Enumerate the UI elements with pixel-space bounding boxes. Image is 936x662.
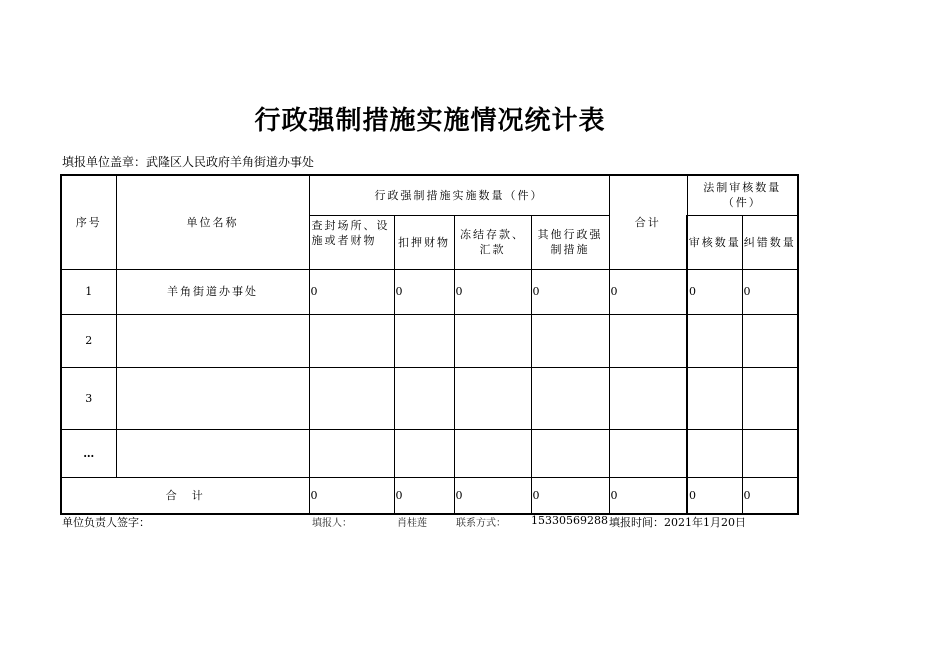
table-row <box>61 314 798 367</box>
sum-freeze-count: 0 <box>454 477 531 514</box>
row-unit-name <box>116 314 309 367</box>
row-total: 0 <box>609 269 687 314</box>
row-total <box>609 367 687 429</box>
row-error-count <box>742 367 798 429</box>
contact-value: 15330569288 <box>531 514 608 527</box>
row-freeze-count <box>454 367 531 429</box>
row-unit-name <box>116 367 309 429</box>
row-review-count <box>687 429 742 477</box>
row-review-count <box>687 367 742 429</box>
row-error-count: 0 <box>742 269 798 314</box>
sum-review-count: 0 <box>687 477 742 514</box>
row-seal-count: 0 <box>309 269 394 314</box>
sum-seal-count: 0 <box>309 477 394 514</box>
row-unit-name <box>116 429 309 477</box>
row-other-count <box>531 367 609 429</box>
sum-error-count: 0 <box>742 477 798 514</box>
row-error-count <box>742 429 798 477</box>
header-measures-group: 行政强制措施实施数量（件） <box>309 175 609 215</box>
row-detain-count <box>394 367 454 429</box>
row-detain-count <box>394 314 454 367</box>
row-seal-count <box>309 314 394 367</box>
header-unit-name: 单位名称 <box>116 175 309 269</box>
sum-row <box>61 477 798 514</box>
report-date: 填报时间：2021年1月20日 <box>609 516 746 529</box>
header-legal-review-group: 法制审核数量（件） <box>687 175 798 215</box>
header-total: 合计 <box>609 175 687 269</box>
filler-label: 填报人： <box>312 518 352 529</box>
row-freeze-count <box>454 314 531 367</box>
page-title: 行政强制措施实施情况统计表 <box>254 106 606 136</box>
row-seq: 2 <box>61 314 116 367</box>
header-review-count: 审核数量 <box>687 215 742 269</box>
header-seal: 查封场所、设施或者财物 <box>309 215 394 269</box>
row-seq: 1 <box>61 269 116 314</box>
row-error-count <box>742 314 798 367</box>
row-freeze-count <box>454 429 531 477</box>
header-detain: 扣押财物 <box>394 215 454 269</box>
sum-detain-count: 0 <box>394 477 454 514</box>
row-other-count: 0 <box>531 269 609 314</box>
sum-row-label: 合 计 <box>61 477 309 514</box>
reporting-unit-label: 填报单位盖章：武隆区人民政府羊角街道办事处 <box>62 155 315 169</box>
row-seal-count <box>309 367 394 429</box>
header-other: 其他行政强制措施 <box>531 215 609 269</box>
row-total <box>609 314 687 367</box>
header-seq: 序号 <box>61 175 116 269</box>
table-row <box>61 269 798 314</box>
table-row <box>61 367 798 429</box>
table-row <box>61 429 798 477</box>
sum-other-count: 0 <box>531 477 609 514</box>
row-review-count: 0 <box>687 269 742 314</box>
row-unit-name: 羊角街道办事处 <box>116 269 309 314</box>
row-seal-count <box>309 429 394 477</box>
sum-total: 0 <box>609 477 687 514</box>
filler-name: 肖桂莲 <box>397 518 427 529</box>
header-error-count: 纠错数量 <box>742 215 798 269</box>
row-review-count <box>687 314 742 367</box>
row-other-count <box>531 314 609 367</box>
contact-label: 联系方式： <box>456 518 506 529</box>
row-detain-count: 0 <box>394 269 454 314</box>
signer-label: 单位负责人签字： <box>62 516 150 529</box>
row-freeze-count: 0 <box>454 269 531 314</box>
statistics-table <box>60 174 799 515</box>
row-seq: 3 <box>61 367 116 429</box>
row-total <box>609 429 687 477</box>
row-detain-count <box>394 429 454 477</box>
header-freeze: 冻结存款、汇款 <box>454 215 531 269</box>
row-seq: … <box>61 429 116 477</box>
row-other-count <box>531 429 609 477</box>
